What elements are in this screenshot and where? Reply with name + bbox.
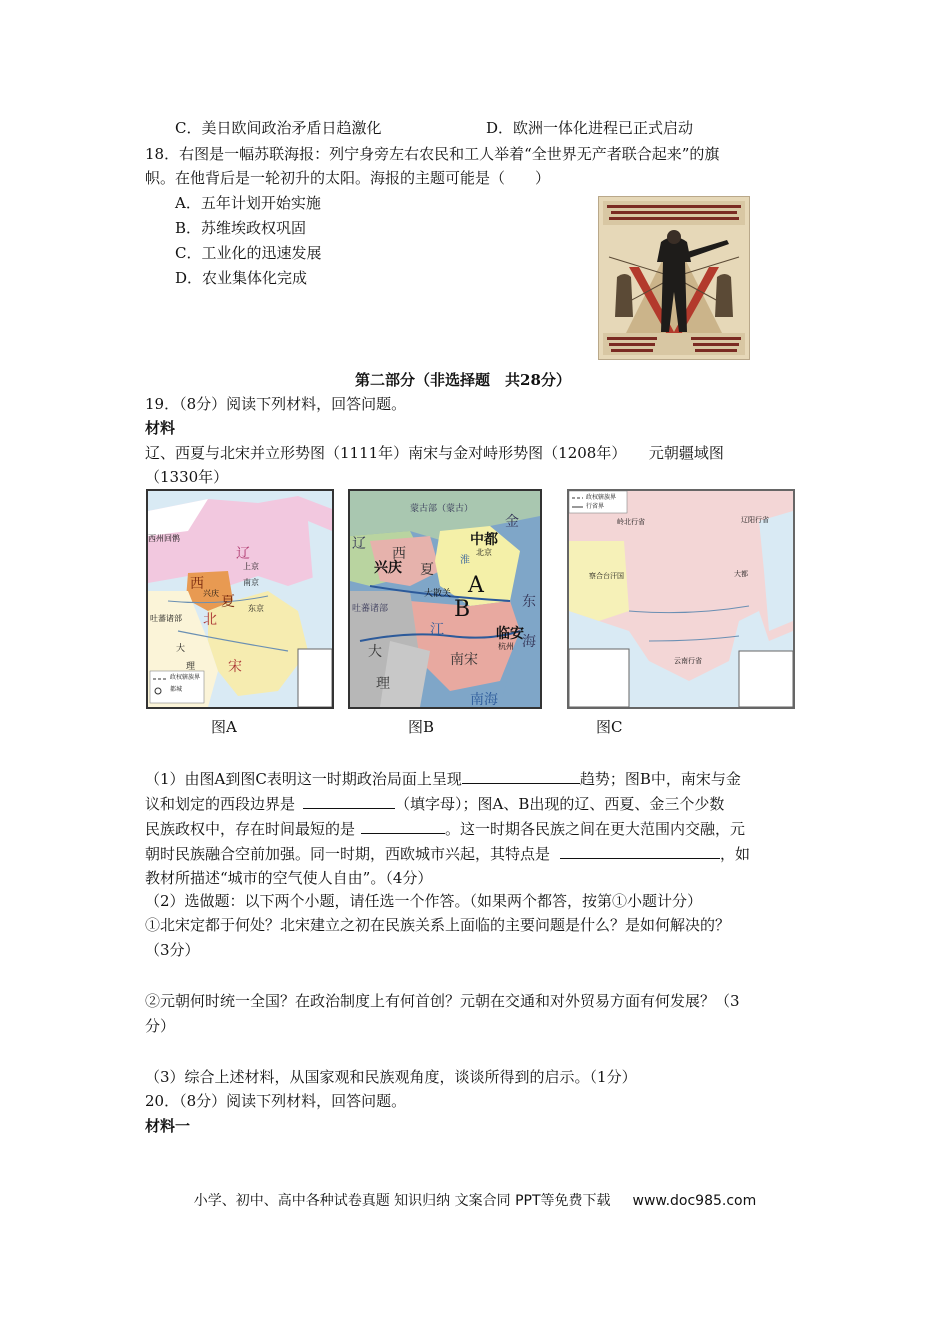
answer-blank-city-feature[interactable] bbox=[560, 842, 720, 859]
map-b-label-a: A bbox=[468, 573, 484, 598]
map-a-legend-capital: 都城 bbox=[170, 686, 183, 693]
q20-material-label: 材料一 bbox=[145, 1117, 191, 1135]
q19-captions-line1: 辽、西夏与北宋并立形势图（1111年）南宋与金对峙形势图（1208年） 元朝疆域图 bbox=[145, 444, 724, 462]
footer-url[interactable]: www.doc985.com bbox=[632, 1193, 757, 1209]
map-b-label-beijing: 北京 bbox=[476, 548, 492, 557]
map-c-label-yunnan: 云南行省 bbox=[674, 657, 702, 665]
q19-2-sub2-line2: 分） bbox=[145, 1017, 176, 1035]
q19-2-intro: （2）选做题：以下两个小题，请任选一个作答。（如果两个都答，按第①小题计分） bbox=[145, 892, 703, 910]
answer-blank-border[interactable] bbox=[303, 792, 395, 809]
map-b-label-tubo: 吐蕃诸部 bbox=[352, 604, 389, 614]
map-a-caption: 图A bbox=[211, 718, 237, 736]
q19-1-line4-text-a: 朝时民族融合空前加强。同一时期，西欧城市兴起，其特点是 bbox=[145, 845, 551, 863]
map-a-label-song: 宋 bbox=[228, 659, 242, 675]
q19-1-line4 bbox=[145, 842, 750, 865]
map-b-label-nanhai: 南海 bbox=[470, 692, 498, 708]
q19-2-sub2-line1: ②元朝何时统一全国？在政治制度上有何首创？元朝在交通和对外贸易方面有何发展？（3 bbox=[145, 992, 740, 1010]
map-a-label-xizhou: 西州回鹘 bbox=[148, 534, 180, 543]
q19-stem: 19．（8分）阅读下列材料，回答问题。 bbox=[145, 395, 407, 413]
q18-stem-line2: 帜。在他背后是一轮初升的太阳。海报的主题可能是（ ） bbox=[145, 169, 551, 187]
map-a-label-xia: 夏 bbox=[221, 594, 235, 610]
map-a-label-bei: 北 bbox=[203, 612, 217, 628]
q19-1-line2-text-b: （填字母）；图A、B出现的辽、西夏、金三个少数 bbox=[395, 795, 725, 813]
section2-title: 第二部分（非选择题 共28分） bbox=[355, 371, 571, 389]
map-a-label-xingqing: 兴庆 bbox=[203, 589, 219, 598]
map-b-label-linan: 临安 bbox=[496, 626, 524, 642]
map-c-label-chaghatai: 察合台汗国 bbox=[589, 572, 624, 580]
q19-1-line5: 教材所描述“城市的空气使人自由”。（4分） bbox=[145, 869, 433, 887]
map-b-label-li: 理 bbox=[376, 676, 390, 692]
q18-stem-line1: 18．右图是一幅苏联海报：列宁身旁左右农民和工人举着“全世界无产者联合起来”的旗 bbox=[145, 145, 720, 163]
map-b-label-dong: 东 bbox=[522, 594, 536, 610]
map-b-label-nansong: 南宋 bbox=[450, 652, 478, 668]
q18-option-b: B．苏维埃政权巩固 bbox=[175, 219, 307, 237]
map-b-label-xingqing: 兴庆 bbox=[374, 560, 402, 576]
answer-blank-trend[interactable] bbox=[462, 767, 580, 784]
q17-option-d: D．欧洲一体化进程已正式启动 bbox=[486, 119, 694, 137]
map-b-label-b: B bbox=[454, 597, 471, 622]
map-b-label-hai: 海 bbox=[522, 634, 536, 650]
soviet-poster-image bbox=[598, 196, 750, 360]
q19-1-line1-text-a: （1）由图A到图C表明这一时期政治局面上呈现 bbox=[145, 770, 462, 788]
map-c-caption: 图C bbox=[596, 718, 623, 736]
q19-2-sub1-line2: （3分） bbox=[145, 941, 200, 959]
map-a-legend-border: 政权辖族界 bbox=[170, 674, 201, 681]
map-c-label-lingbei: 岭北行省 bbox=[617, 518, 645, 526]
q19-material-label: 材料 bbox=[145, 419, 176, 437]
q19-1-line3-text-b: 。这一时期各民族之间在更大范围内交融，元 bbox=[445, 820, 746, 838]
map-c bbox=[567, 489, 795, 709]
q19-captions-line2: （1330年） bbox=[145, 468, 229, 486]
q19-3: （3）综合上述材料，从国家观和民族观角度，谈谈所得到的启示。（1分） bbox=[145, 1068, 637, 1086]
answer-blank-shortest-regime[interactable] bbox=[361, 817, 445, 834]
q18-option-c: C．工业化的迅速发展 bbox=[175, 244, 322, 262]
q19-1-line2 bbox=[145, 792, 724, 815]
footer bbox=[0, 1190, 950, 1210]
q19-1-line1-text-b: 趋势；图B中，南宋与金 bbox=[579, 770, 741, 788]
map-c-legend-border: 政权辖族界 bbox=[586, 494, 617, 501]
q19-1-line3-text-a: 民族政权中，存在时间最短的是 bbox=[145, 820, 356, 838]
map-c-legend-province: 行省界 bbox=[586, 503, 605, 510]
map-a-label-dongjing: 东京 bbox=[248, 604, 264, 613]
footer-text: 小学、初中、高中各种试卷真题 知识归纳 文案合同 PPT等免费下载 bbox=[193, 1193, 611, 1209]
map-a-label-xi: 西 bbox=[190, 576, 204, 592]
map-a-label-li: 理 bbox=[186, 662, 196, 672]
map-b-label-dasanguan: 大散关 bbox=[424, 589, 452, 599]
q20-stem: 20．（8分）阅读下列材料，回答问题。 bbox=[145, 1092, 407, 1110]
q17-option-c: C．美日欧间政治矛盾日趋激化 bbox=[175, 119, 382, 137]
map-a-label-nanjing: 南京 bbox=[243, 578, 259, 587]
map-b-label-mongol: 蒙古部（蒙古） bbox=[410, 504, 474, 514]
map-a bbox=[146, 489, 334, 709]
q19-2-sub1-line1: ①北宋定都于何处？北宋建立之初在民族关系上面临的主要问题是什么？是如何解决的？ bbox=[145, 916, 731, 934]
map-b bbox=[348, 489, 542, 709]
q19-1-line1 bbox=[145, 767, 741, 790]
map-c-label-dadu: 大都 bbox=[734, 570, 748, 578]
map-a-label-tufan: 吐蕃诸部 bbox=[150, 614, 182, 623]
map-b-label-xi: 西 bbox=[392, 546, 406, 562]
map-b-label-huai: 淮 bbox=[460, 555, 470, 566]
map-b-label-xia: 夏 bbox=[420, 562, 434, 578]
q18-option-a: A．五年计划开始实施 bbox=[175, 194, 321, 212]
map-b-label-hangzhou: 杭州 bbox=[498, 642, 514, 651]
map-b-label-zhongdu: 中都 bbox=[470, 532, 498, 548]
map-b-label-liao: 辽 bbox=[352, 536, 366, 552]
map-b-caption: 图B bbox=[408, 718, 435, 736]
map-c-label-liaoyang: 辽阳行省 bbox=[741, 516, 769, 524]
q19-1-line4-text-b: ，如 bbox=[720, 845, 751, 863]
q19-1-line3 bbox=[145, 817, 745, 840]
q19-1-line2-text-a: 议和划定的西段边界是 bbox=[145, 795, 296, 813]
map-b-label-da: 大 bbox=[368, 644, 382, 660]
q18-option-d: D．农业集体化完成 bbox=[175, 269, 308, 287]
map-a-label-dali: 大 bbox=[176, 644, 186, 654]
map-a-label-liao: 辽 bbox=[236, 546, 250, 562]
map-b-label-jiang: 江 bbox=[430, 622, 444, 638]
map-b-label-jin: 金 bbox=[505, 514, 519, 530]
map-a-label-shangjing: 上京 bbox=[243, 562, 259, 571]
